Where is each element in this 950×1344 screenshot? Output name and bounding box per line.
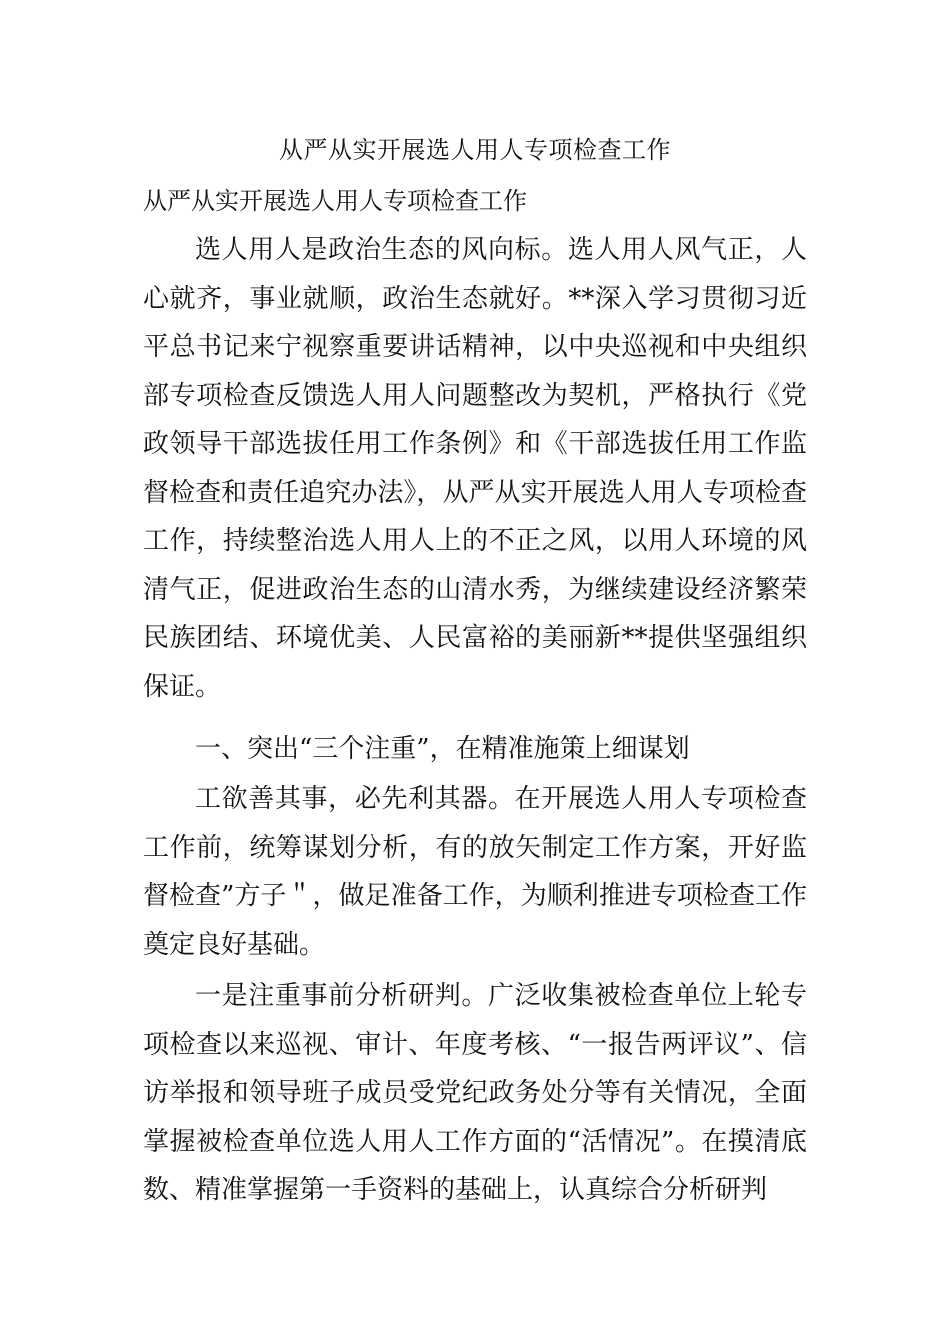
paragraph-intro: 选人用人是政治生态的风向标。选人用人风气正，人心就齐，事业就顺，政治生态就好。**深入学习贯彻习近平总书记来宁视察重要讲话精神，以中央巡视和中央组织部专项检查反馈选人用人问题整改为契机，严格执行《党政领导干部选拔任用工作条例》和《干部选拔任用工作监督检查和责任追究办法》，从严从实开展选人用人专项检查工作，持续整治选人用人上的不正之风，以用人环境的风清气正，促进政治生态的山清水秀，为继续建设经济繁荣民族团结、环境优美、人民富裕的美丽新**提供坚强组织保证。 [143,235,807,702]
document-title: 从严从实开展选人用人专项检查工作 [279,136,671,164]
paragraph-section-1-intro: 工欲善其事，必先利其器。在开展选人用人专项检查工作前，统筹谋划分析，有的放矢制定工作方案，开好监督检查”方子＂，做足准备工作，为顺利推进专项检查工作奠定良好基础。 [143,784,807,960]
section-heading-1: 一、突出“三个注重”，在精准施策上细谋划 [195,734,690,764]
paragraph-point-1: 一是注重事前分析研判。广泛收集被检查单位上轮专项检查以来巡视、审计、年度考核、“一报告两评议”、信访举报和领导班子成员受党纪政务处分等有关情况，全面掌握被检查单位选人用人工作方面的“活情况”。在摸清底数、精准掌握第一手资料的基础上，认真综合分析研判 [143,981,807,1205]
document-subtitle: 从严从实开展选人用人专项检查工作 [143,187,527,215]
